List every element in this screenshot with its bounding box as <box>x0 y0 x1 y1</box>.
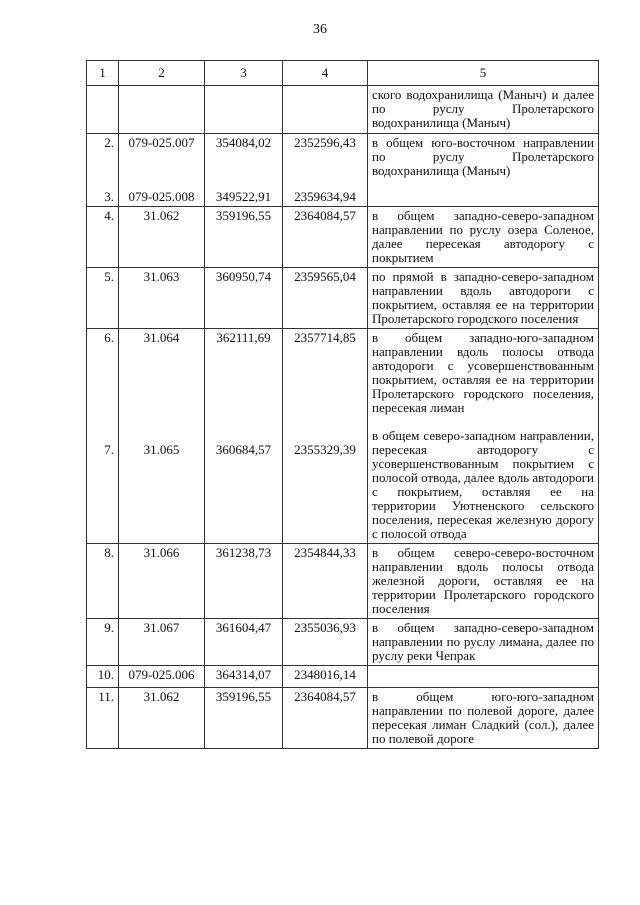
cell-y <box>283 134 368 207</box>
cell-code: 079-025.006 <box>119 666 205 688</box>
cell-y: 2348016,14 <box>283 666 368 688</box>
cell-y: 2364084,57 <box>283 688 368 749</box>
column-header: 2 <box>119 61 205 86</box>
row-number: 3. <box>104 189 114 204</box>
cell-number: 4. <box>87 207 119 268</box>
cell-code <box>119 134 205 207</box>
table-row <box>87 666 599 688</box>
cell-description: в общем западно-северо-западном направлении по руслу лимана, далее по руслу реки Чепрак <box>368 619 599 666</box>
point-code: 079-025.008 <box>128 189 195 204</box>
cell-code <box>119 86 205 134</box>
table-row <box>87 134 599 207</box>
cell-number: 11. <box>87 688 119 749</box>
page-number: 36 <box>313 22 327 37</box>
y-coordinate: 2352596,43 <box>294 135 356 150</box>
cell-number: 8. <box>87 544 119 619</box>
y-coordinate: 2357714,85 <box>294 330 356 345</box>
x-coordinate: 349522,91 <box>215 189 272 204</box>
boundary-description: в общем юго-восточном направлении по руслу Пролетарского водохранилища (Маныч) <box>372 135 594 178</box>
cell-code: 31.066 <box>119 544 205 619</box>
table-row <box>87 619 599 666</box>
cell-code: 31.067 <box>119 619 205 666</box>
cell-x <box>205 134 283 207</box>
y-coordinate: 2359634,94 <box>294 189 356 204</box>
cell-x: 361604,47 <box>205 619 283 666</box>
cell-y <box>283 86 368 134</box>
cell-description <box>368 329 599 544</box>
boundary-description: в общем западно-юго-западном направлении вдоль полосы отвода автодороги с усовершенствованным покрытием, оставляя ее на территории Пролетарского городского поселения, пересекая лиман <box>372 330 594 415</box>
cell-description <box>368 134 599 207</box>
cell-number: 5. <box>87 268 119 329</box>
cell-description: по прямой в западно-северо-западном направлении вдоль автодороги с покрытием, оставляя ее на территории Пролетарского городского поселения <box>368 268 599 329</box>
y-coordinate: 2355329,39 <box>294 442 356 457</box>
cell-description: в общем юго-юго-западном направлении по полевой дороге, далее пересекая лиман Сладкий (сол.), далее по полевой дороге <box>368 688 599 749</box>
row-number: 6. <box>104 330 114 345</box>
cell-code: 31.062 <box>119 688 205 749</box>
column-header: 3 <box>205 61 283 86</box>
cell-x: 359196,55 <box>205 688 283 749</box>
boundary-points-table <box>86 60 599 749</box>
table-row <box>87 207 599 268</box>
row-number: 7. <box>104 442 114 457</box>
boundary-description: в общем северо-западном направлении, пересекая автодорогу с усовершенствованным покрытием с полосой отвода, далее вдоль автодороги с покрытием, оставляя ее на территории Уютненского сельского поселения, пересекая железную дорогу с полосой отвода <box>372 428 594 541</box>
row-number: 2. <box>104 135 114 150</box>
cell-x <box>205 86 283 134</box>
cell-x: 360950,74 <box>205 268 283 329</box>
point-code: 31.064 <box>143 330 180 345</box>
x-coordinate: 354084,02 <box>215 135 272 150</box>
table-row <box>87 544 599 619</box>
x-coordinate: 360684,57 <box>215 442 272 457</box>
cell-x: 364314,07 <box>205 666 283 688</box>
cell-x <box>205 329 283 544</box>
cell-number: 10. <box>87 666 119 688</box>
point-code: 31.065 <box>143 442 180 457</box>
cell-y: 2364084,57 <box>283 207 368 268</box>
column-header: 1 <box>87 61 119 86</box>
cell-number <box>87 329 119 544</box>
cell-y: 2354844,33 <box>283 544 368 619</box>
cell-y <box>283 329 368 544</box>
x-coordinate: 362111,69 <box>216 330 271 345</box>
cell-y: 2355036,93 <box>283 619 368 666</box>
cell-code <box>119 329 205 544</box>
cell-x: 361238,73 <box>205 544 283 619</box>
table-row <box>87 86 599 134</box>
cell-number: 9. <box>87 619 119 666</box>
cell-code: 31.062 <box>119 207 205 268</box>
column-header: 4 <box>283 61 368 86</box>
column-header: 5 <box>368 61 599 86</box>
cell-number <box>87 134 119 207</box>
table-row <box>87 268 599 329</box>
cell-y: 2359565,04 <box>283 268 368 329</box>
cell-code: 31.063 <box>119 268 205 329</box>
cell-description <box>368 666 599 688</box>
point-code: 079-025.007 <box>128 135 195 150</box>
cell-x: 359196,55 <box>205 207 283 268</box>
table-header-row <box>87 61 599 86</box>
table-row <box>87 329 599 544</box>
cell-description: в общем западно-северо-западном направлении по руслу озера Соленое, далее пересекая автодорогу с покрытием <box>368 207 599 268</box>
cell-description: ского водохранилища (Маныч) и далее по руслу Пролетарского водохранилища (Маныч) <box>368 86 599 134</box>
cell-description: в общем северо-северо-восточном направлении вдоль полосы отвода железной дороги, оставляя ее на территории Пролетарского городского поселения <box>368 544 599 619</box>
cell-number <box>87 86 119 134</box>
table-row <box>87 688 599 749</box>
